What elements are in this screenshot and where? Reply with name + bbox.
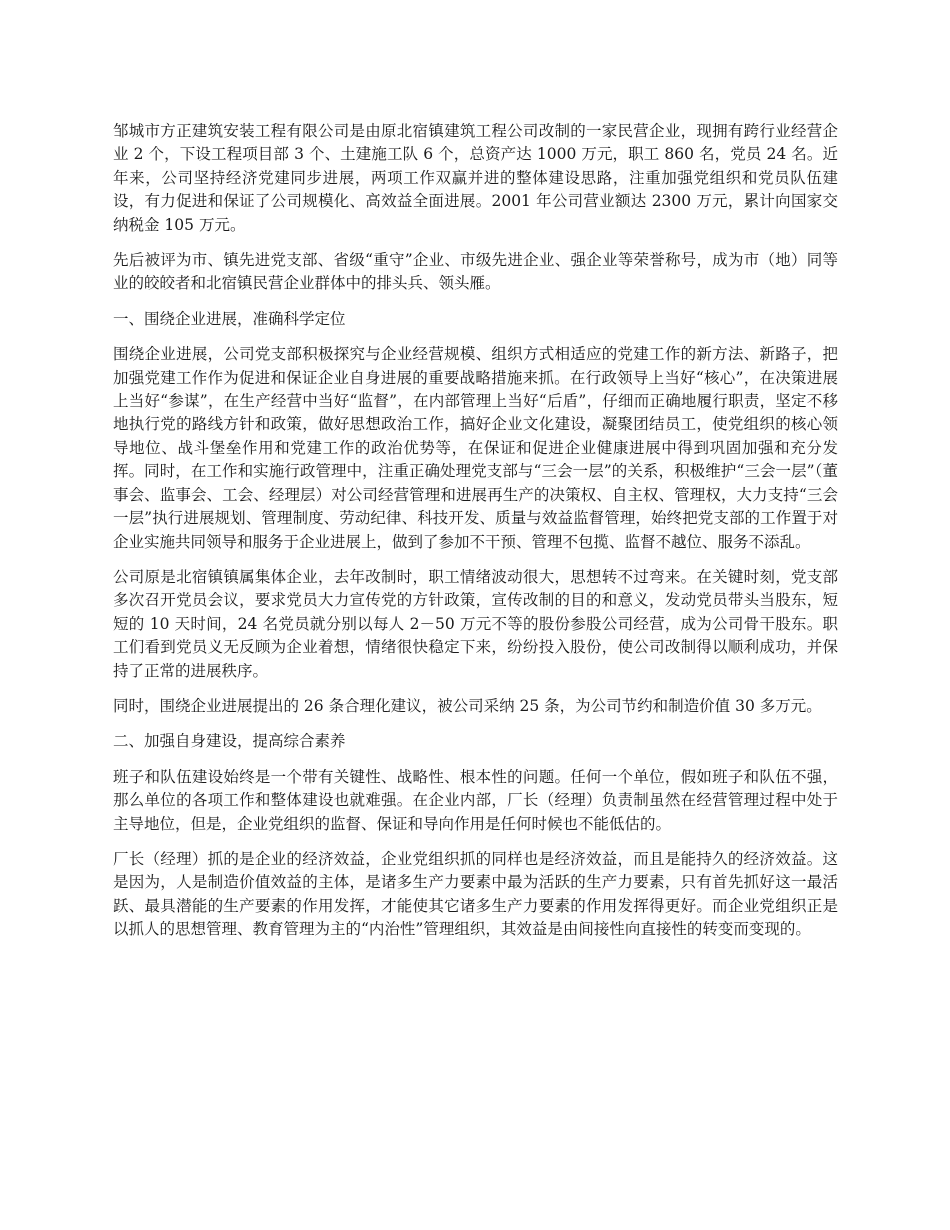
section-1-paragraph-3: 同时，围绕企业进展提出的 26 条合理化建议，被公司采纳 25 条，为公司节约和制造价值 30 多万元。 [113,696,822,715]
section-1-paragraph-2: 公司原是北宿镇镇属集体企业，去年改制时，职工情绪波动很大，思想转不过弯来。在关键时刻，党支部多次召开党员会议，要求党员大力宣传党的方针政策，宣传改制的目的和意义，发动党员带头当股东，短短的 10 天时间，24 名党员就分别以每人 2－50 万元不等的股份参股公司经营，成为公司骨干股东。职工们看到党员义无反顾为企业着想，情绪很快稳定下来，纷纷投入股份，使公司改制得以顺利成功，并保持了正常的进展秩序。 [113,567,838,680]
section-2-paragraph-1: 班子和队伍建设始终是一个带有关键性、战略性、根本性的问题。任何一个单位，假如班子和队伍不强，那么单位的各项工作和整体建设也就难强。在企业内部，厂长（经理）负责制虽然在经营管理过程中处于主导地位，但是，企业党组织的监督、保证和导向作用是任何时候也不能低估的。 [113,767,838,833]
document-body [113,120,838,954]
section-2-paragraph-2: 厂长（经理）抓的是企业的经济效益，企业党组织抓的同样也是经济效益，而且是能持久的经济效益。这是因为，人是制造价值效益的主体，是诸多生产力要素中最为活跃的生产力要素，只有首先抓好这一最活跃、最具潜能的生产要素的作用发挥，才能使其它诸多生产力要素的作用发挥得更好。而企业党组织正是以抓人的思想管理、教育管理为主的“内治性”管理组织，其效益是由间接性向直接性的转变而变现的。 [113,849,838,939]
intro-paragraph: 邹城市方正建筑安装工程有限公司是由原北宿镇建筑工程公司改制的一家民营企业，现拥有跨行业经营企业 2 个，下设工程项目部 3 个、土建施工队 6 个，总资产达 1000 万元，职工 860 名，党员 24 名。近年来，公司坚持经济党建同步进展，两项工作双赢并进的整体建设思路，注重加强党组织和党员队伍建设，有力促进和保证了公司规模化、高效益全面进展。2001 年公司营业额达 2300 万元，累计向国家交纳税金 105 万元。 [113,122,838,234]
honors-paragraph: 先后被评为市、镇先进党支部、省级“重守”企业、市级先进企业、强企业等荣誉称号，成为市（地）同等业的皎皎者和北宿镇民营企业群体中的排头兵、领头雁。 [113,251,838,293]
section-heading-2: 二、加强自身建设，提高综合素养 [113,732,346,751]
section-1-paragraph-1: 围绕企业进展，公司党支部积极探究与企业经营规模、组织方式相适应的党建工作的新方法、新路子，把加强党建工作作为促进和保证企业自身进展的重要战略措施来抓。在行政领导上当好“核心”，在决策进展上当好“参谋”，在生产经营中当好“监督”，在内部管理上当好“后盾”，仔细而正确地履行职责，坚定不移地执行党的路线方针和政策，做好思想政治工作，搞好企业文化建设，凝聚团结员工，使党组织的核心领导地位、战斗堡垒作用和党建工作的政治优势等，在保证和促进企业健康进展中得到巩固加强和充分发挥。同时，在工作和实施行政管理中，注重正确处理党支部与“三会一层”的关系，积极维护“三会一层”（董事会、监事会、工会、经理层）对公司经营管理和进展再生产的决策权、自主权、管理权，大力支持“三会一层”执行进展规划、管理制度、劳动纪律、科技开发、质量与效益监督管理，始终把党支部的工作置于对企业实施共同领导和服务于企业进展上，做到了参加不干预、管理不包揽、监督不越位、服务不添乱。 [113,345,838,551]
section-heading-1: 一、围绕企业进展，准确科学定位 [113,309,346,328]
